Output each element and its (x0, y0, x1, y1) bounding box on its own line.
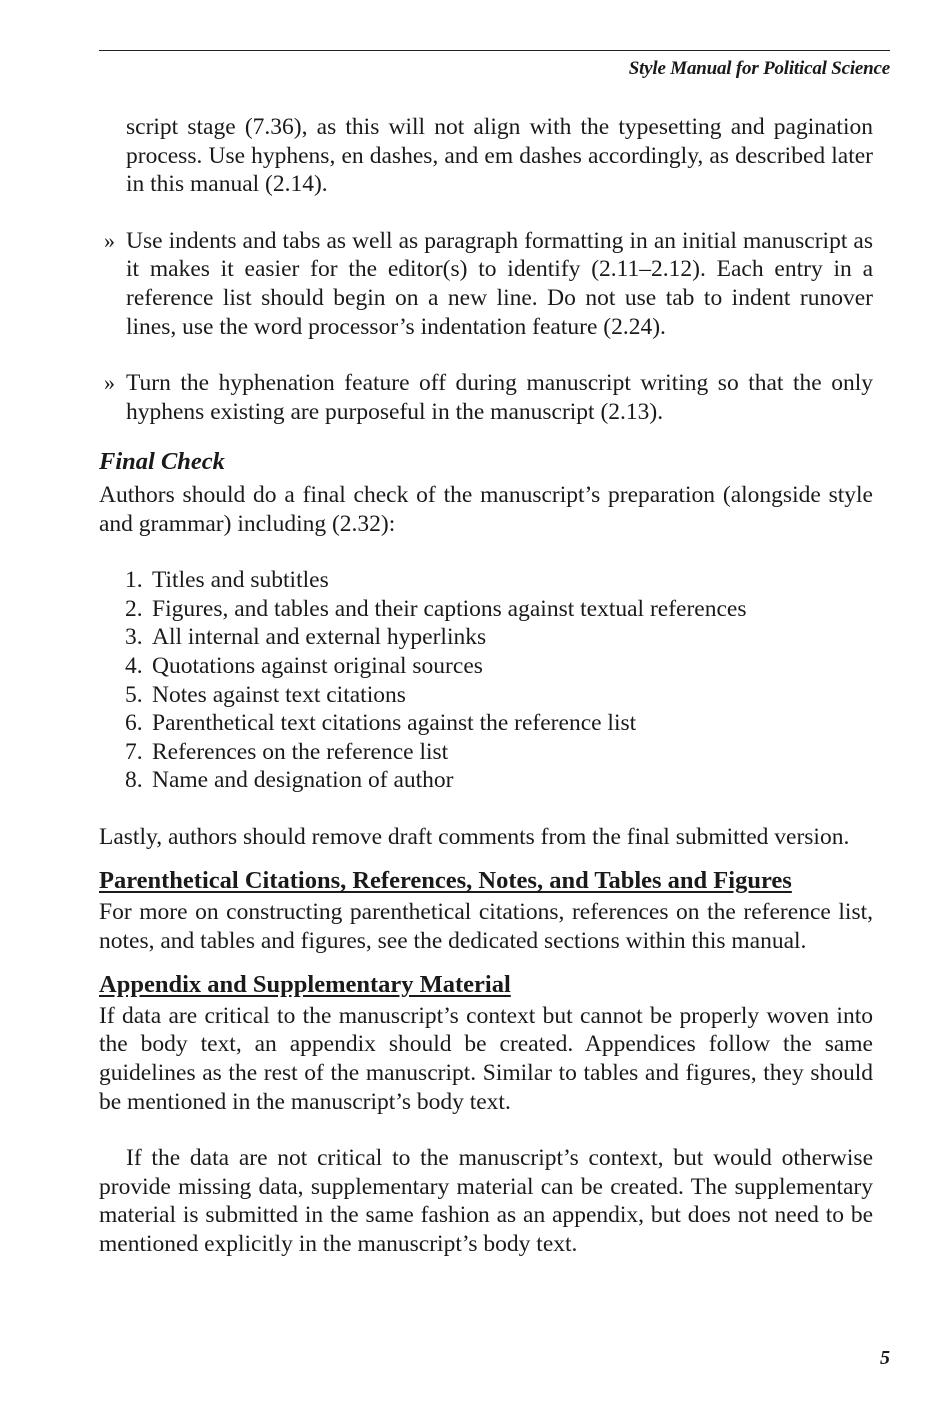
list-text: Notes against text citations (152, 681, 406, 708)
citations-section-body: For more on constructing parenthetical citations, references on the reference list, notes, and tables and figures, see the dedicated sections within this manual. (99, 899, 873, 954)
appendix-paragraph-1: If data are critical to the manuscript’s context but cannot be properly woven into the body text, an appendix should be created. Appendices follow the same guidelines as the rest of the manuscript. Similar to tables and figures, they should be mentioned in the manuscript’s body text. (99, 1002, 873, 1115)
bullet-item (99, 369, 873, 426)
final-check-closing: Lastly, authors should remove draft comments from the final submitted version. (99, 823, 850, 850)
appendix-section-heading: Appendix and Supplementary Material (99, 971, 511, 999)
list-number: 3. (125, 624, 143, 651)
final-check-intro: Authors should do a final check of the manuscript’s preparation (alongside style and grammar) including (2.32): (99, 481, 873, 537)
list-text: Quotations against original sources (152, 652, 483, 679)
list-number: 1. (125, 567, 143, 594)
list-number: 5. (125, 681, 143, 708)
list-item (99, 652, 873, 681)
list-text: References on the reference list (152, 738, 449, 765)
header-rule (99, 50, 890, 51)
list-text: Titles and subtitles (152, 567, 329, 594)
bullet-text: Use indents and tabs as well as paragraph formatting in an initial manuscript as it makes it easier for the editor(s) to identify (2.11–2.12). Each entry in a reference list should begin on a new line. Do not use tab to indent runover lines, use the word processor’s indentation feature (2.24). (126, 227, 873, 340)
list-item (99, 709, 873, 738)
list-text: All internal and external hyperlinks (152, 624, 487, 651)
list-number: 2. (125, 595, 143, 622)
list-item (99, 766, 873, 795)
list-item (99, 681, 873, 710)
continuation-paragraph: script stage (7.36), as this will not align with the typesetting and pagination process. Use hyphens, en dashes, and em dashes accordingly, as described later in this manual (2.14). (126, 114, 873, 198)
bullet-item (99, 227, 873, 341)
final-check-list (99, 566, 873, 795)
page-number: 5 (880, 1347, 890, 1369)
citations-section-heading: Parenthetical Citations, References, Notes, and Tables and Figures (99, 867, 792, 895)
list-number: 6. (125, 710, 143, 737)
list-item (99, 738, 873, 767)
bullet-marker: » (104, 227, 115, 253)
list-item (99, 566, 873, 595)
list-text: Figures, and tables and their captions against textual references (152, 595, 747, 622)
bullet-text: Turn the hyphenation feature off during manuscript writing so that the only hyphens existing are purposeful in the manuscript (2.13). (126, 370, 873, 425)
list-text: Name and designation of author (152, 767, 454, 794)
list-item (99, 623, 873, 652)
list-text: Parenthetical text citations against the reference list (152, 710, 637, 737)
list-number: 7. (125, 738, 143, 765)
running-title: Style Manual for Political Science (628, 58, 890, 79)
page-body (99, 113, 873, 1259)
list-item (99, 595, 873, 624)
appendix-paragraph-2: If the data are not critical to the manuscript’s context, but would otherwise provide missing data, supplementary material can be created. The supplementary material is submitted in the same fashion as an appendix, but does not need to be mentioned explicitly in the manuscript’s body text. (99, 1145, 873, 1257)
final-check-heading: Final Check (99, 448, 225, 476)
bullet-marker: » (104, 370, 115, 396)
list-number: 4. (125, 652, 143, 679)
list-number: 8. (125, 767, 143, 794)
